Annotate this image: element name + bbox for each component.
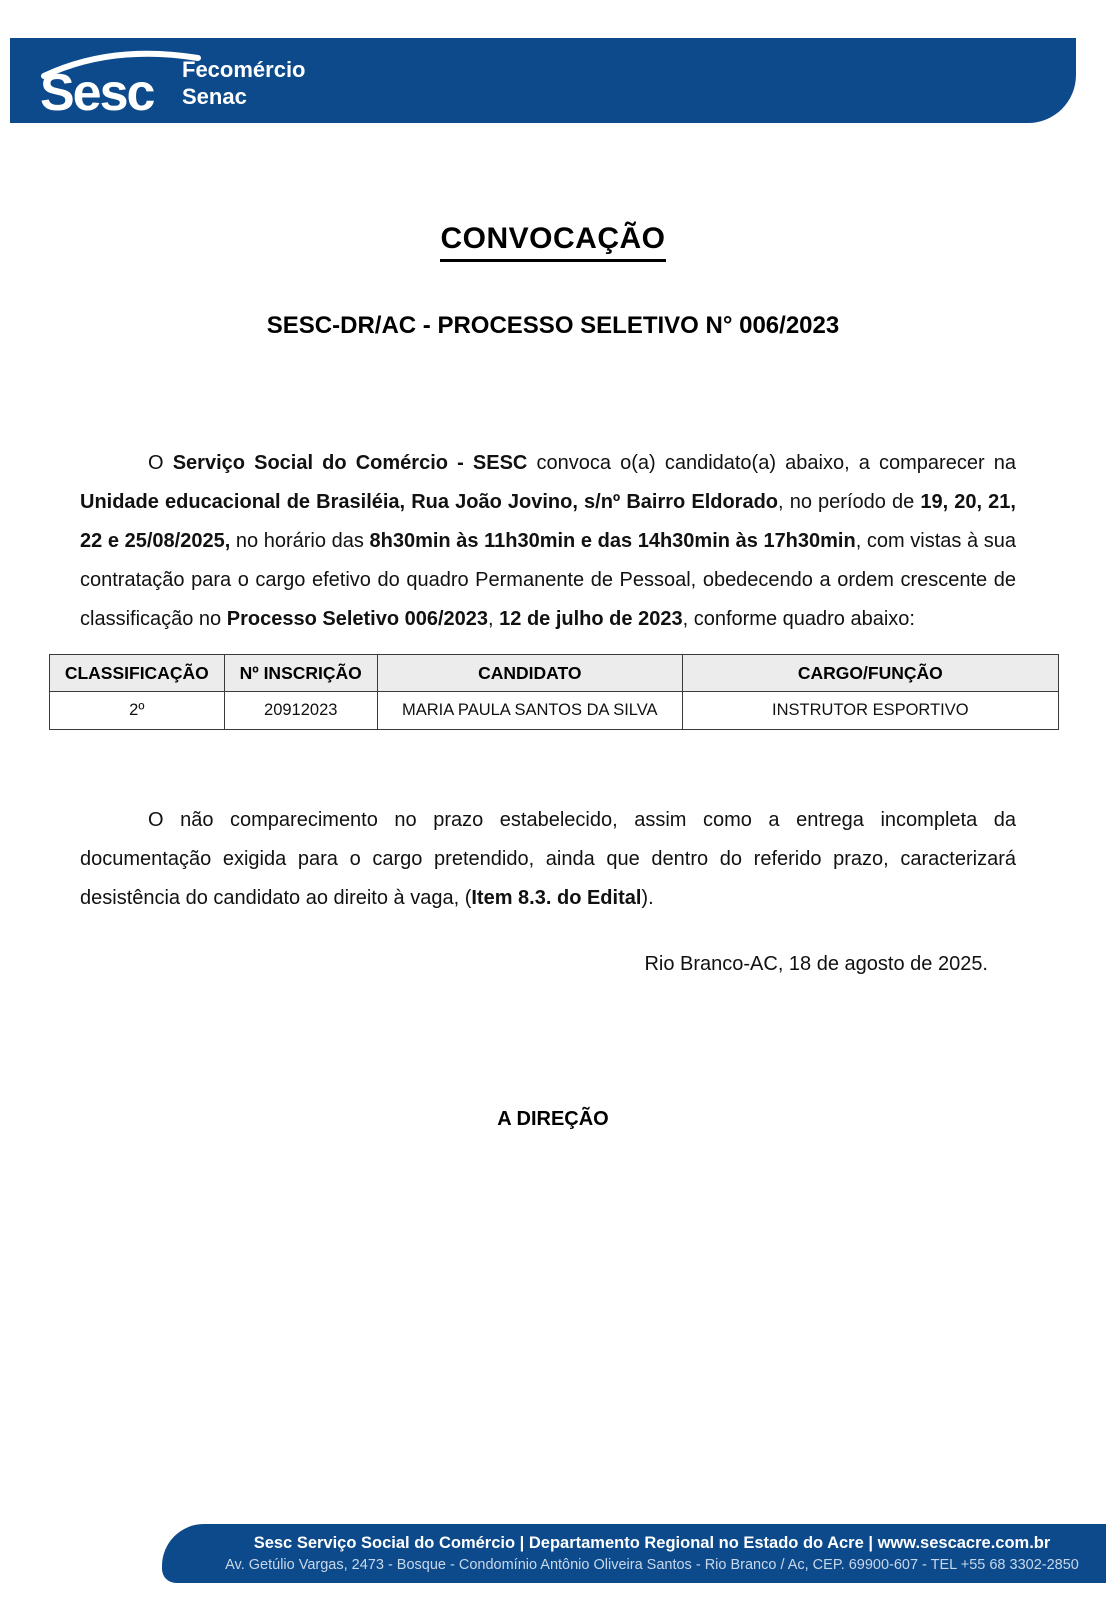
body-paragraph-2 bbox=[80, 801, 1016, 918]
sesc-logo-text: Sesc bbox=[40, 64, 154, 120]
footer-bar bbox=[162, 1524, 1106, 1583]
results-table-body bbox=[50, 692, 1059, 730]
sesc-logo bbox=[32, 44, 352, 120]
brand-senac: Senac bbox=[182, 84, 247, 109]
text-run-bold: 8h30min às 11h30min e das 14h30min às 17h30min bbox=[369, 530, 856, 552]
text-run-bold: 12 de julho de 2023 bbox=[499, 608, 683, 630]
table-cell: MARIA PAULA SANTOS DA SILVA bbox=[377, 692, 682, 730]
results-table-header bbox=[50, 655, 1059, 692]
text-run-bold: 19, 20, 21, 22 e 25/08/2025, bbox=[80, 491, 1016, 552]
table-header-cell: CLASSIFICAÇÃO bbox=[50, 655, 225, 692]
document-subtitle: SESC-DR/AC - PROCESSO SELETIVO N° 006/2023 bbox=[266, 312, 840, 339]
text-run: , bbox=[488, 608, 500, 630]
signature-line: A DIREÇÃO bbox=[497, 1108, 609, 1130]
text-run-bold: Serviço Social do Comércio - SESC bbox=[172, 452, 528, 474]
table-row bbox=[50, 692, 1059, 730]
text-run: O não comparecimento no prazo estabelecido, assim como a entrega incompleta da documentação exigida para o cargo pretendido, ainda que dentro do referido prazo, caracterizará desistência do candidato ao direito à vaga, ( bbox=[80, 809, 1016, 909]
text-run-bold: Unidade educacional de Brasiléia, Rua João Jovino, s/nº Bairro Eldorado bbox=[80, 491, 779, 513]
document-title: CONVOCAÇÃO bbox=[440, 222, 665, 262]
table-header-cell: Nº INSCRIÇÃO bbox=[224, 655, 377, 692]
table-header-cell: CANDIDATO bbox=[377, 655, 682, 692]
footer-line-1: Sesc Serviço Social do Comércio | Departamento Regional no Estado do Acre | www.sescacre.com.br bbox=[253, 1534, 1051, 1552]
table-cell: 2º bbox=[50, 692, 225, 730]
text-run: , no período de bbox=[778, 491, 921, 513]
text-run: , com vistas à sua contratação para o cargo efetivo do quadro Permanente de Pessoal, obedecendo a ordem crescente de classificação no bbox=[80, 530, 1017, 630]
text-run: , conforme quadro abaixo: bbox=[682, 608, 915, 630]
text-run: convoca o(a) candidato(a) abaixo, a comparecer na bbox=[527, 452, 1016, 474]
header-bar bbox=[10, 38, 1076, 123]
brand-fecomercio: Fecomércio bbox=[182, 57, 306, 82]
text-run-bold: Processo Seletivo 006/2023 bbox=[226, 608, 489, 630]
table-header-cell: CARGO/FUNÇÃO bbox=[682, 655, 1058, 692]
text-run-bold: Item 8.3. do Edital bbox=[471, 887, 642, 909]
table-header-row bbox=[50, 655, 1059, 692]
text-run: O bbox=[148, 452, 173, 474]
table-cell: INSTRUTOR ESPORTIVO bbox=[682, 692, 1058, 730]
table-cell: 20912023 bbox=[224, 692, 377, 730]
footer-line-2: Av. Getúlio Vargas, 2473 - Bosque - Condomínio Antônio Oliveira Santos - Rio Branco / Ac, CEP. 69900-607 - TEL +55 68 3302-2850 bbox=[225, 1557, 1079, 1573]
body-paragraph-1 bbox=[80, 444, 1016, 639]
text-run: no horário das bbox=[230, 530, 370, 552]
text-run: ). bbox=[641, 887, 654, 909]
date-line: Rio Branco-AC, 18 de agosto de 2025. bbox=[644, 953, 988, 975]
results-table bbox=[49, 654, 1059, 730]
